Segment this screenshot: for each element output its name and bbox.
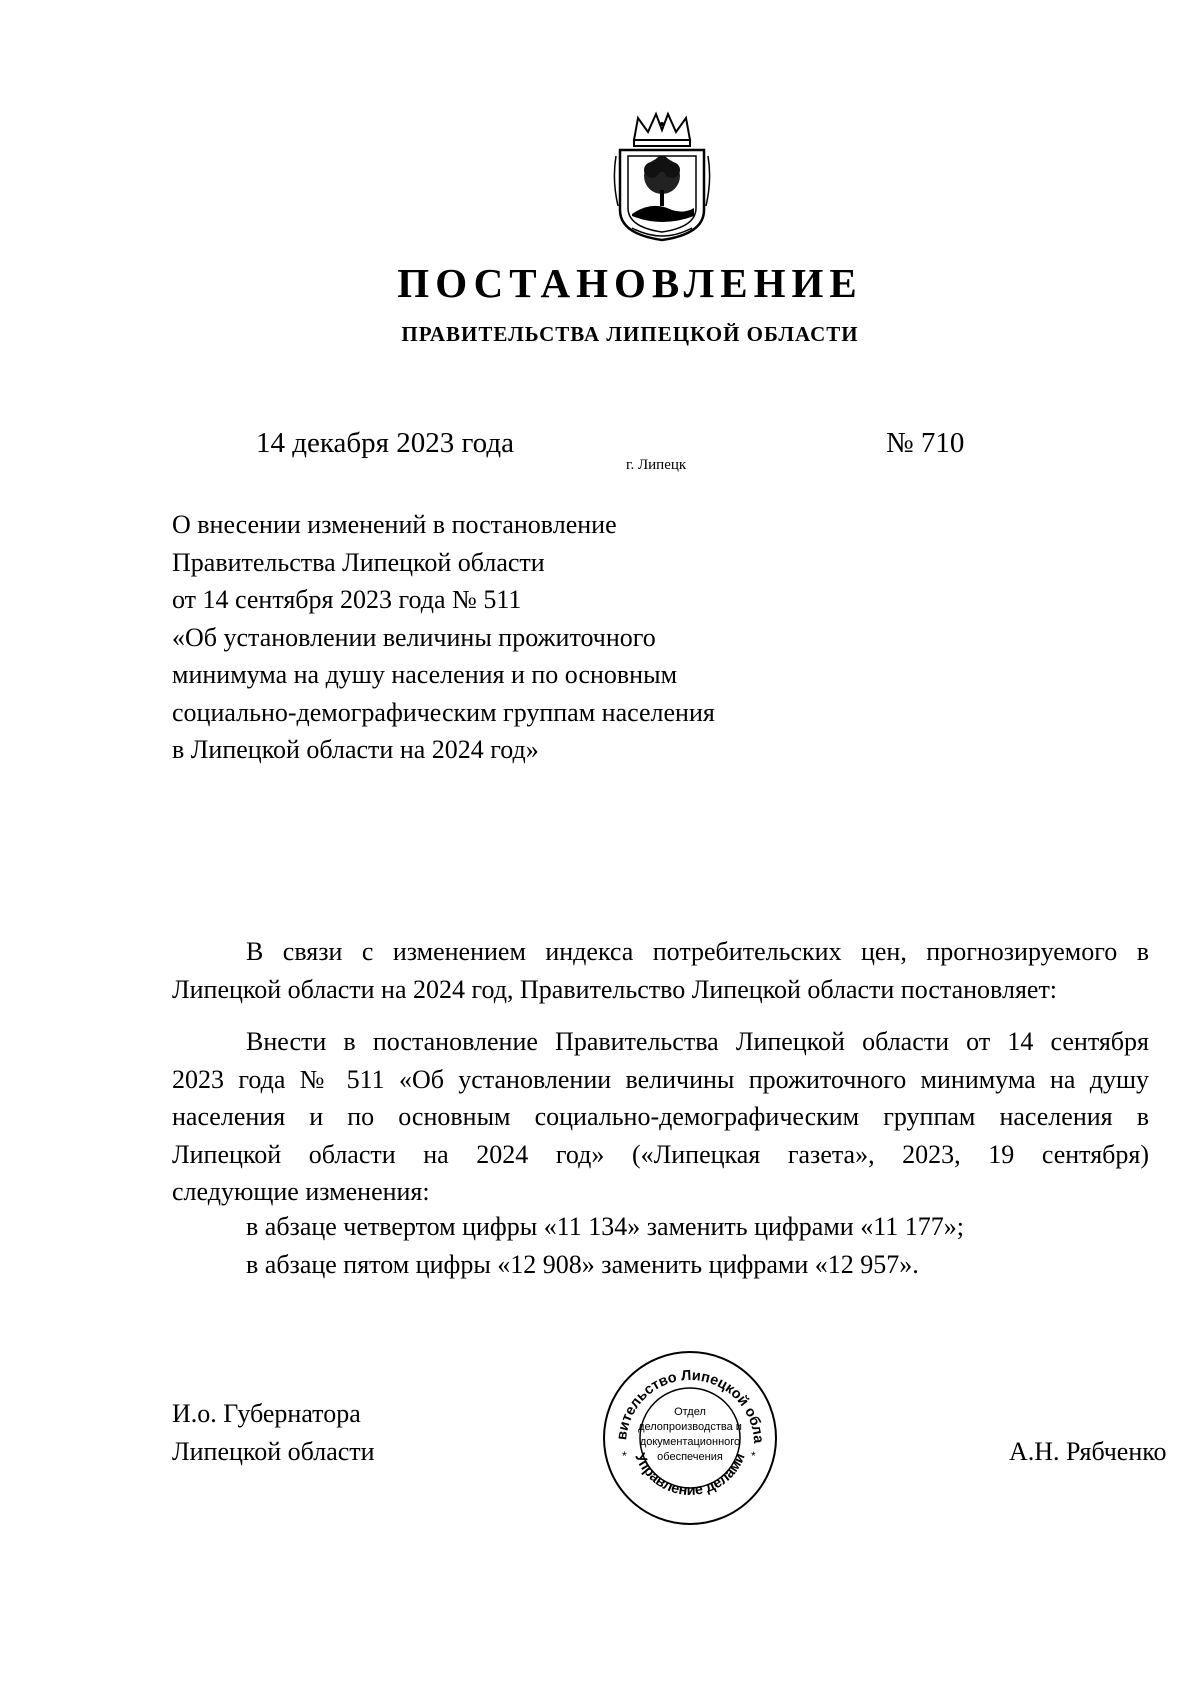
paragraph-line: следующие изменения: [172,1177,430,1206]
subject-line: О внесении изменений в постановление [172,510,617,539]
svg-text:*: * [622,1449,627,1463]
paragraph-line: населения и по основным социально-демографическим группам населения в [172,1102,1149,1131]
amendments-list [172,1208,1149,1283]
document-subject [172,506,812,769]
seal-top-text: вительство Липецкой обла [614,1367,767,1444]
document-city: г. Липецк [626,457,687,473]
coat-of-arms-icon [612,110,712,244]
subject-line: в Липецкой области на 2024 год» [172,735,539,764]
subject-line: минимума на душу населения и по основным [172,660,678,689]
document-number: № 710 [886,427,965,459]
signatory-title [172,1395,375,1471]
document-subtitle: ПРАВИТЕЛЬСТВА ЛИПЕЦКОЙ ОБЛАСТИ [401,322,859,346]
subject-line: социально-демографическим группам населения [172,697,715,727]
paragraph-line: Липецкой области на 2024 год, Правительство Липецкой области постановляет: [172,974,1058,1004]
document-date: 14 декабря 2023 года [256,427,514,459]
subject-line: «Об установлении величины прожиточного [172,622,656,652]
official-seal-icon [600,1348,780,1528]
paragraph-line: 2023 года № 511 «Об установлении величины прожиточного минимума на душу [172,1064,1149,1094]
seal-bottom-text: Управление делами [631,1450,749,1499]
body-paragraph-preamble [172,933,1149,1008]
subject-line: от 14 сентября 2023 года № 511 [172,585,522,614]
seal-center-line: делопроизводства и [638,1421,742,1433]
subject-line: Правительства Липецкой области [172,547,545,577]
signatory-title-line: Липецкой области [172,1437,375,1466]
svg-text:*: * [751,1449,756,1463]
seal-center-line: обеспечения [657,1451,723,1463]
paragraph-line: Внести в постановление Правительства Липецкой области от 14 сентября [246,1027,1149,1056]
body-paragraph-resolution [172,1023,1149,1211]
seal-center-line: Отдел [674,1406,706,1418]
amendment-item: в абзаце четвертом цифры «11 134» заменить цифрами «11 177»; [246,1212,964,1241]
paragraph-line: В связи с изменением индекса потребительских цен, прогнозируемого в [246,937,1149,966]
seal-center-line: документационного [639,1436,741,1448]
amendment-item: в абзаце пятом цифры «12 908» заменить цифрами «12 957». [246,1249,919,1279]
document-title: ПОСТАНОВЛЕНИЕ [397,260,863,306]
signatory-name: А.Н. Рябченко [1009,1437,1167,1466]
signatory-title-line: И.о. Губернатора [172,1399,361,1428]
paragraph-line: Липецкой области на 2024 год» («Липецкая газета», 2023, 19 сентября) [172,1139,1149,1169]
